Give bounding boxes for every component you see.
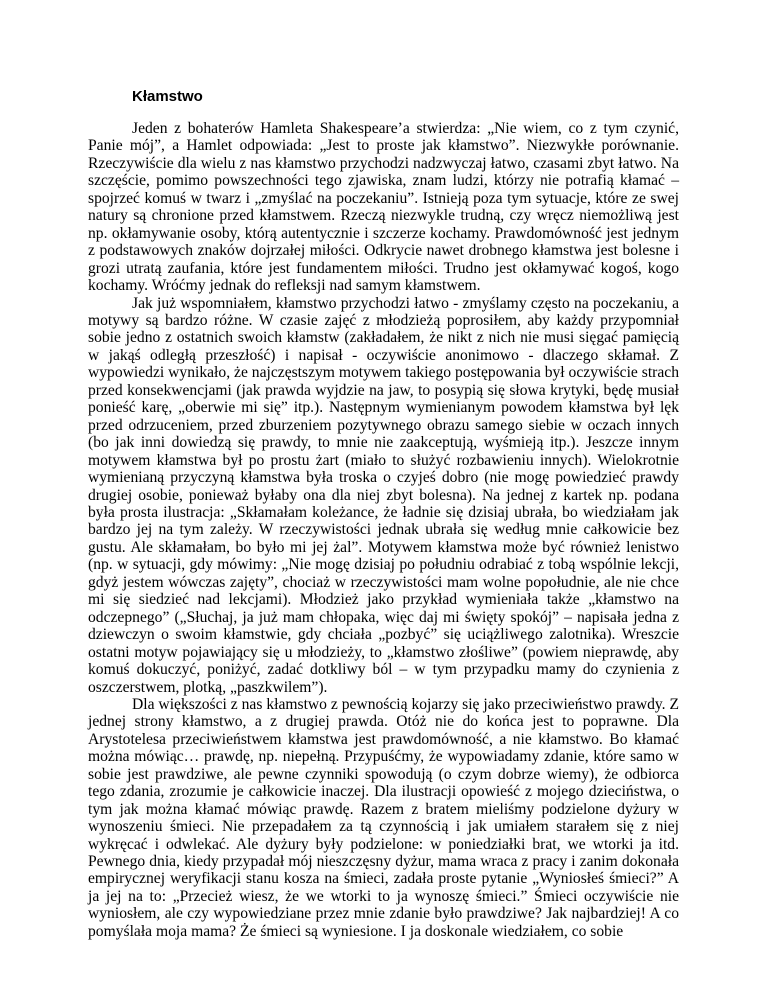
paragraph: Dla większości z nas kłamstwo z pewnością kojarzy się jako przeciwieństwo prawdy. Z jednej strony kłamstwo, a z drugiej prawda. Otóż nie do końca jest to poprawne. Dla Arystotelesa przeciwieństwem kłamstwa jest prawdomówność, a nie kłamstwo. Bo kłamać można mówiąc… prawdę, np. niepełną. Przypuśćmy, że wypowiadamy zdanie, które samo w sobie jest prawdziwe, ale pewne czynniki spowodują (o czym dobrze wiemy), że odbiorca tego zdania, zrozumie je całkowicie inaczej. Dla ilustracji opowieść z mojego dzieciństwa, o tym jak można kłamać mówiąc prawdę. Razem z bratem mieliśmy podzielone dyżury w wynoszeniu śmieci. Nie przepadałem za tą czynnością i jak umiałem starałem się z niej wykręcać i odwlekać. Ale dyżury były podzielone: w poniedziałki brat, we wtorki ja itd. Pewnego dnia, kiedy przypadał mój nieszczęsny dyżur, mama wraca z pracy i zanim dokonała empirycznej weryfikacji stanu kosza na śmieci, zadała proste pytanie „Wyniosłeś śmieci?” A ja jej na to: „Przecież wiesz, że we wtorki to ja wynoszę śmieci.” Śmieci oczywiście nie wyniosłem, ale czy wypowiedziane przez mnie zdanie było prawdziwe? Jak najbardziej! A co pomyślała moja mama? Że śmieci są wyniesione. I ja doskonale wiedziałem, co sobie — [88, 695, 679, 940]
paragraph: Jak już wspomniałem, kłamstwo przychodzi łatwo - zmyślamy często na poczekaniu, a motywy są bardzo różne. W czasie zajęć z młodzieżą poprosiłem, aby każdy przypomniał sobie jedno z ostatnich swoich kłamstw (zakładałem, że nikt z nich nie musi sięgać pamięcią w jakąś odległą przeszłość) i napisał - oczywiście anonimowo - dlaczego skłamał. Z wypowiedzi wynikało, że najczęstszym motywem takiego postępowania był oczywiście strach przed konsekwencjami (jak prawda wyjdzie na jaw, to posypią się słowa krytyki, będę musiał ponieść karę, „oberwie mi się” itp.). Następnym wymienianym powodem kłamstwa był lęk przed odrzuceniem, przed zburzeniem pozytywnego obrazu samego siebie w oczach innych (bo jak inni dowiedzą się prawdy, to mnie nie zaakceptują, wyśmieją itp.). Jeszcze innym motywem kłamstwa był po prostu żart (miało to służyć rozbawieniu innych). Wielokrotnie wymienianą przyczyną kłamstwa była troska o czyjeś dobro (nie mogę powiedzieć prawdy drugiej osobie, ponieważ byłaby ona dla niej zbyt bolesna). Na jednej z kartek np. podana była prosta ilustracja: „Skłamałam koleżance, że ładnie się dzisiaj ubrała, bo wiedziałam jak bardzo jej na tym zależy. W rzeczywistości jednak ubrała się według mnie całkowicie bez gustu. Ale skłamałam, bo było mi jej żal”. Motywem kłamstwa może być również lenistwo (np. w sytuacji, gdy mówimy: „Nie mogę dzisiaj po południu odrabiać z tobą wspólnie lekcji, gdyż jestem wówczas zajęty”, chociaż w rzeczywistości mam wolne popołudnie, ale nie chce mi się siedzieć nad lekcjami). Młodzież jako przykład wymieniała także „kłamstwo na odczepnego” („Słuchaj, ja już mam chłopaka, więc daj mi święty spokój” – napisała jedna z dziewczyn o swoim kłamstwie, gdy chciała „pozbyć” się uciążliwego zalotnika). Wreszcie ostatni motyw pojawiający się u młodzieży, to „kłamstwo złośliwe” (powiem nieprawdę, aby komuś dokuczyć, poniżyć, zadać dotkliwy ból – w tym przypadku mamy do czynienia z oszczerstwem, plotką, „paszkwilem”). — [88, 294, 679, 696]
paragraph: Jeden z bohaterów Hamleta Shakespeare’a stwierdza: „Nie wiem, co z tym czynić, Panie mój”, a Hamlet odpowiada: „Jest to proste jak kłamstwo”. Niezwykłe porównanie. Rzeczywiście dla wielu z nas kłamstwo przychodzi nadzwyczaj łatwo, czasami zbyt łatwo. Na szczęście, pomimo powszechności tego zjawiska, znam ludzi, którzy nie potrafią kłamać – spojrzeć komuś w twarz i „zmyślać na poczekaniu”. Istnieją poza tym sytuacje, które ze swej natury są chronione przed kłamstwem. Rzeczą niezwykle trudną, czy wręcz niemożliwą jest np. okłamywanie osoby, którą autentycznie i szczerze kochamy. Prawdomówność jest jednym z podstawowych znaków dojrzałej miłości. Odkrycie nawet drobnego kłamstwa jest bolesne i grozi utratą zaufania, które jest fundamentem miłości. Trudno jest okłamywać kogoś, kogo kochamy. Wróćmy jednak do refleksji nad samym kłamstwem. — [88, 120, 679, 295]
document-title: Kłamstwo — [132, 88, 203, 105]
document-body — [88, 120, 679, 940]
